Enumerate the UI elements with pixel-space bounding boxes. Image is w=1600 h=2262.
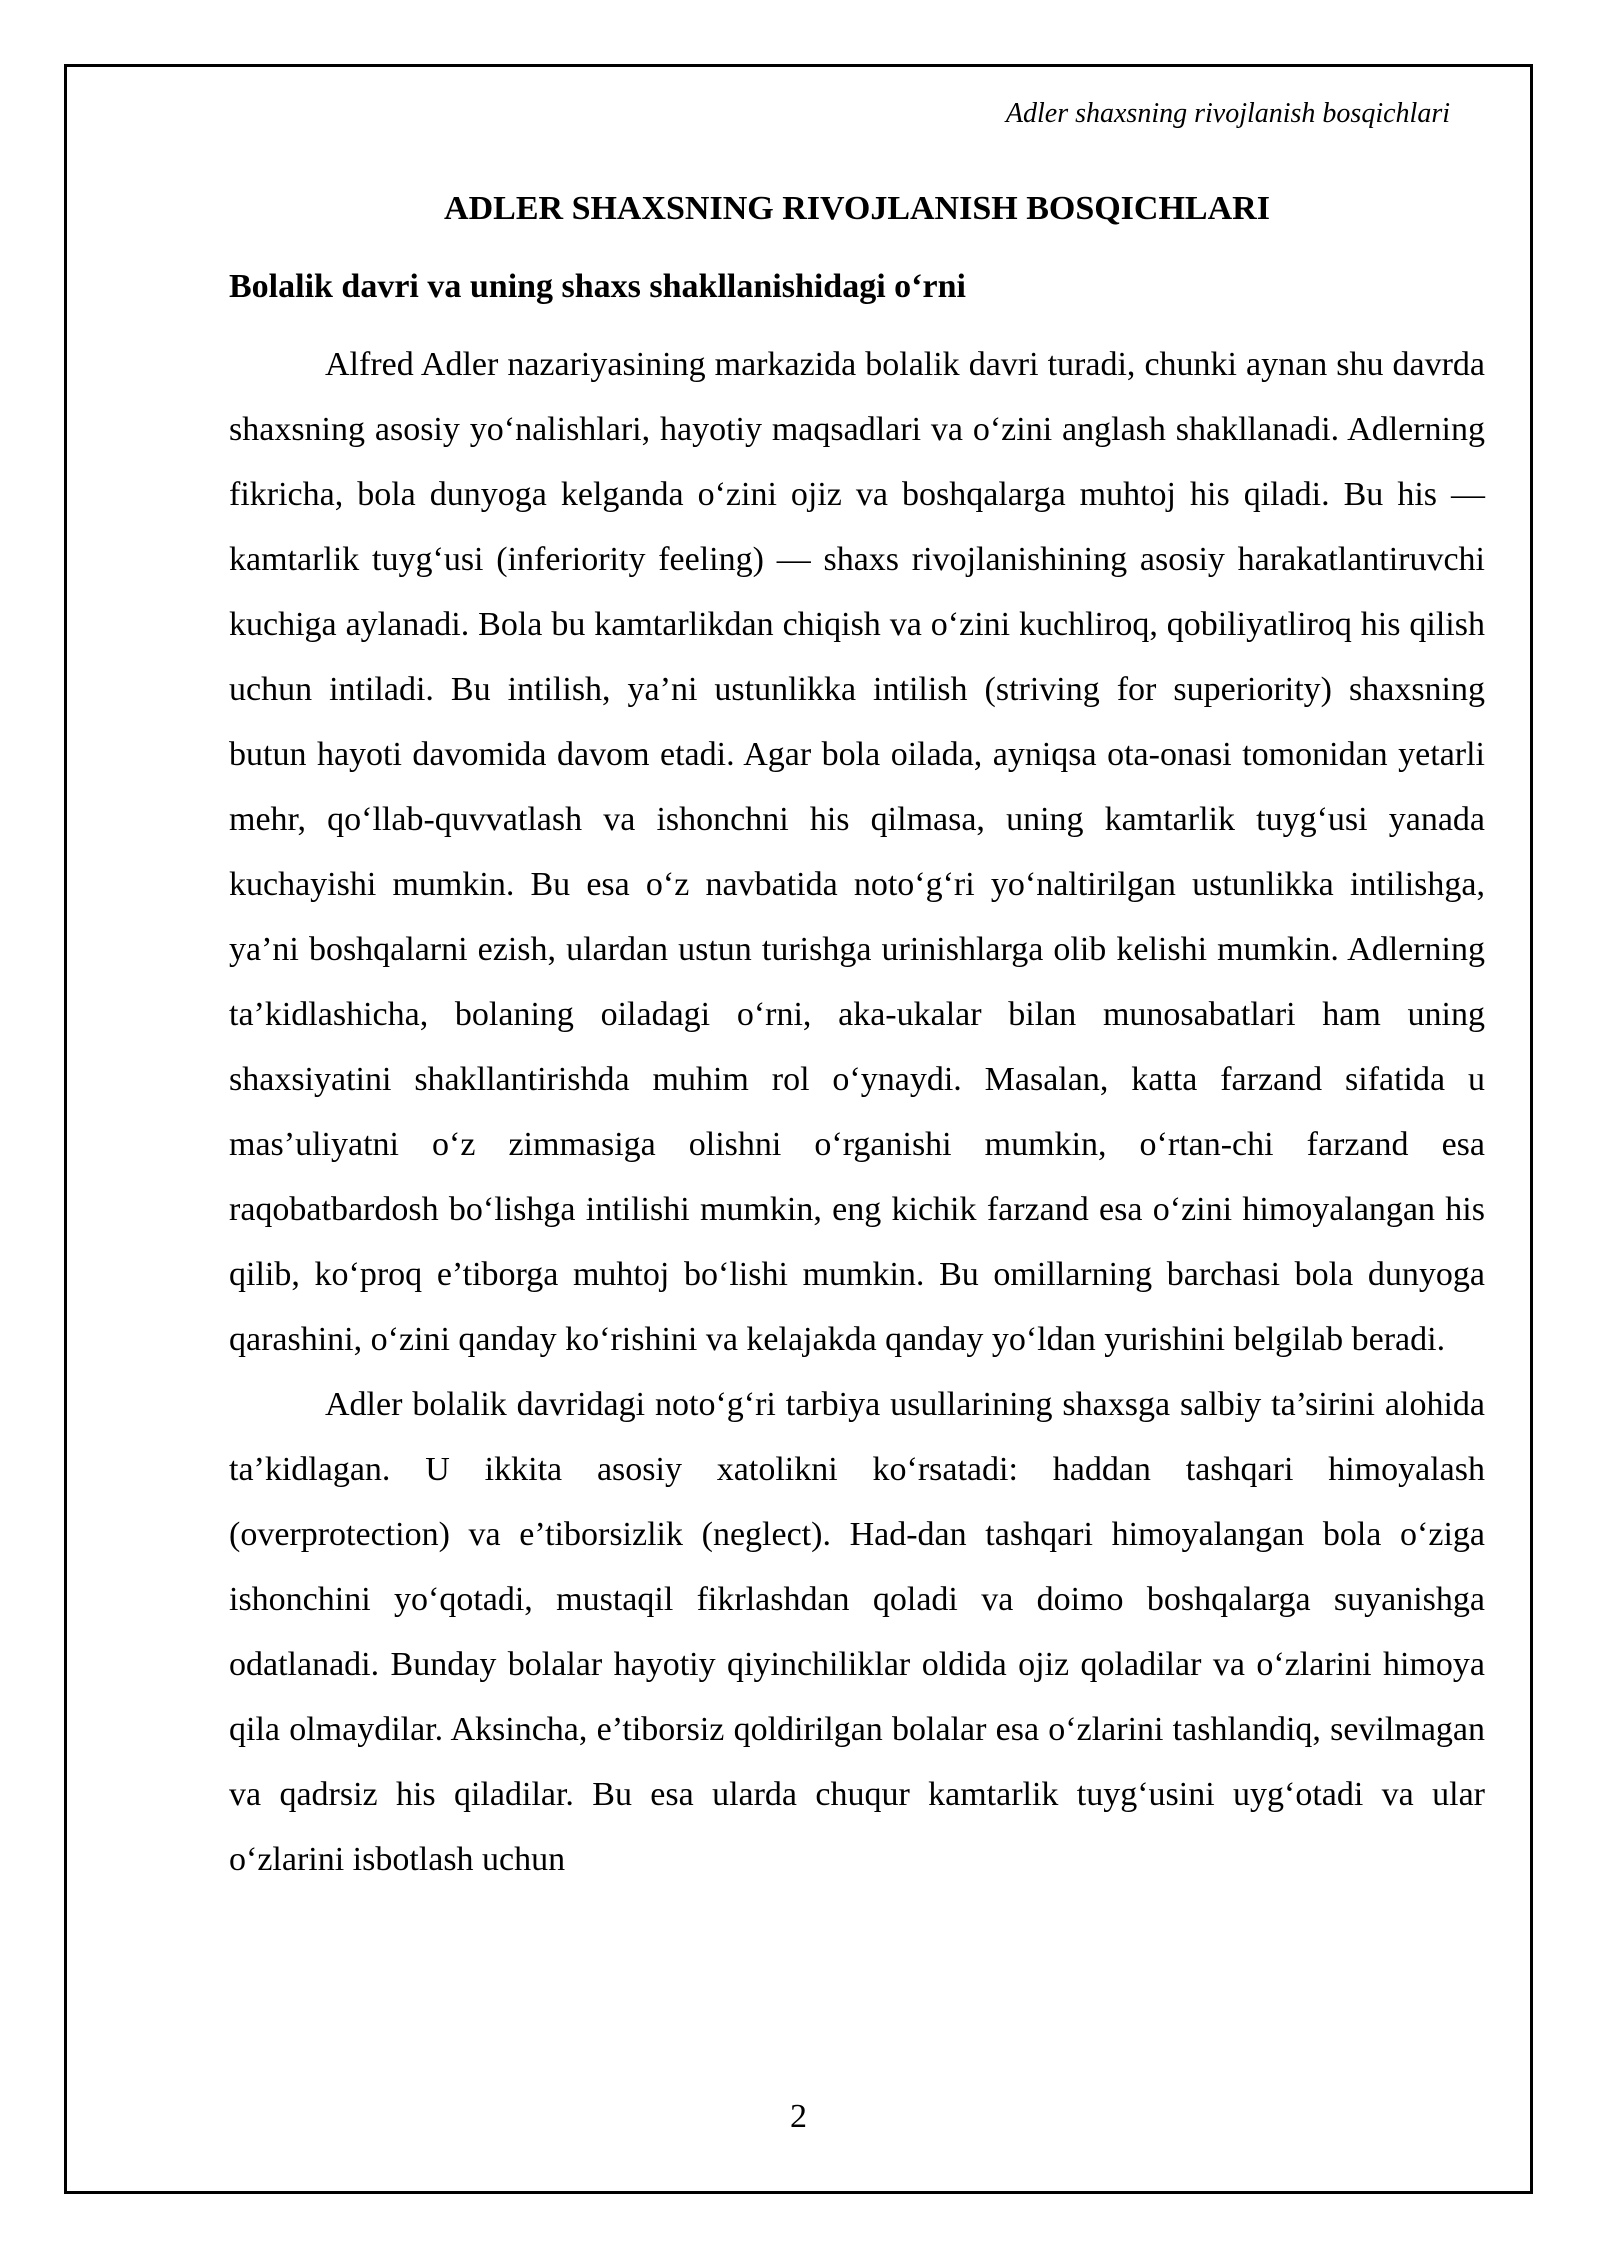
body-paragraph-2: Adler bolalik davridagi noto‘g‘ri tarbiya usullarining shaxsga salbiy ta’sirini alohida ta’kidlagan. U ikkita asosiy xatolikni ko‘rsatadi: haddan tashqari himoyalash (overprotection) va e’tiborsizlik (neglect). Had-dan tashqari himoyalangan bola o‘ziga ishonchini yo‘qotadi, mustaqil fikrlashdan qoladi va doimo boshqalarga suyanishga odatlanadi. Bunday bolalar hayotiy qiyinchiliklar oldida ojiz qoladilar va o‘zlarini himoya qila olmaydilar. Aksincha, e’tiborsiz qoldirilgan bolalar esa o‘zlarini tashlandiq, sevilmagan va qadrsiz his qiladilar. Bu esa ularda chuqur kamtarlik tuyg‘usini uyg‘otadi va ular o‘zlarini isbotlash uchun (229, 1386, 1485, 1878)
page-number: 2 (790, 2098, 807, 2135)
page-border (64, 64, 1533, 2194)
section-heading: Bolalik davri va uning shaxs shakllanishidagi o‘rni (229, 268, 966, 305)
document-title: ADLER SHAXSNING RIVOJLANISH BOSQICHLARI (444, 190, 1270, 227)
running-header: Adler shaxsning rivojlanish bosqichlari (1005, 98, 1450, 129)
page-content (229, 185, 1485, 1892)
body-paragraph-1: Alfred Adler nazariyasining markazida bolalik davri turadi, chunki aynan shu davrda shaxsning asosiy yo‘nalishlari, hayotiy maqsadlari va o‘zini anglash shakllanadi. Adlerning fikricha, bola dunyoga kelganda o‘zini ojiz va boshqalarga muhtoj his qiladi. Bu his — kamtarlik tuyg‘usi (inferiority feeling) — shaxs rivojlanishining asosiy harakatlantiruvchi kuchiga aylanadi. Bola bu kamtarlikdan chiqish va o‘zini kuchliroq, qobiliyatliroq his qilish uchun intiladi. Bu intilish, ya’ni ustunlikka intilish (striving for superiority) shaxsning butun hayoti davomida davom etadi. Agar bola oilada, ayniqsa ota-onasi tomonidan yetarli mehr, qo‘llab-quvvatlash va ishonchni his qilmasa, uning kamtarlik tuyg‘usi yanada kuchayishi mumkin. Bu esa o‘z navbatida noto‘g‘ri yo‘naltirilgan ustunlikka intilishga, ya’ni boshqalarni ezish, ulardan ustun turishga urinishlarga olib kelishi mumkin. Adlerning ta’kidlashicha, bolaning oiladagi o‘rni, aka-ukalar bilan munosabatlari ham uning shaxsiyatini shakllantirishda muhim rol o‘ynaydi. Masalan, katta farzand sifatida u mas’uliyatni o‘z zimmasiga olishni o‘rganishi mumkin, o‘rtan-chi farzand esa raqobatbardosh bo‘lishga intilishi mumkin, eng kichik farzand esa o‘zini himoyalangan his qilib, ko‘proq e’tiborga muhtoj bo‘lishi mumkin. Bu omillarning barchasi bola dunyoga qarashini, o‘zini qanday ko‘rishini va kelajakda qanday yo‘ldan yurishini belgilab beradi. (229, 346, 1485, 1358)
